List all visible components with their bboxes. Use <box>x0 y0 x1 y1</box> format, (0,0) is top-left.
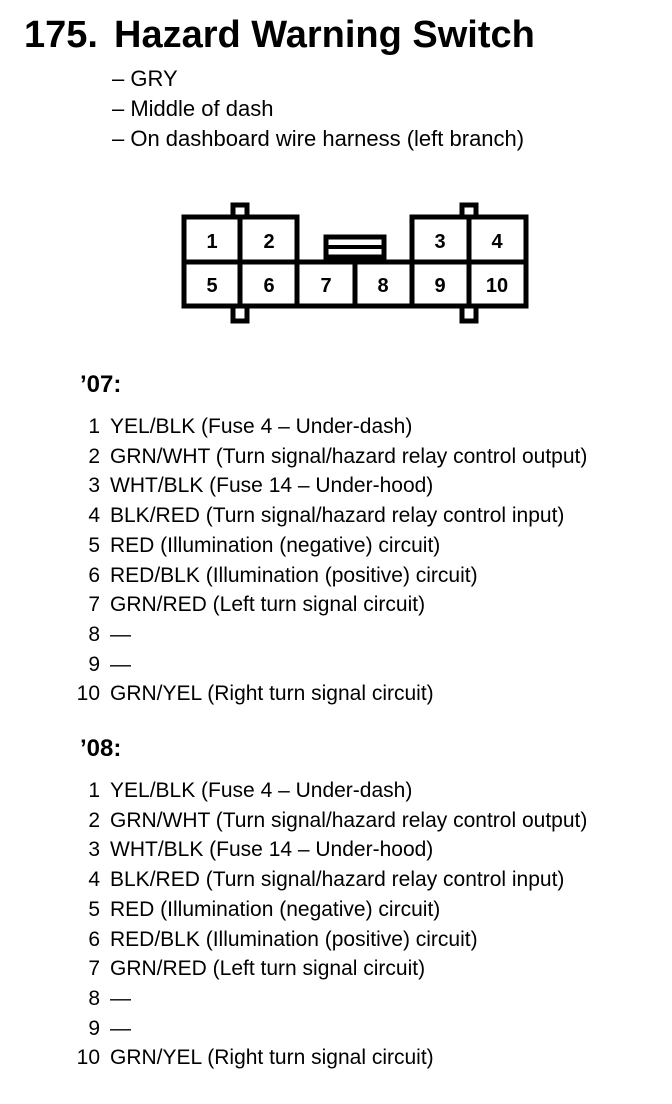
pin-label: 5 <box>206 275 218 297</box>
pin-description: RED/BLK (Illumination (positive) circuit) <box>110 563 478 587</box>
pin-row <box>60 412 660 442</box>
pin-description: GRN/WHT (Turn signal/hazard relay control output) <box>110 808 588 832</box>
page-title-number: 175. <box>24 14 98 56</box>
pin-row <box>60 835 660 865</box>
connector-color: – GRY <box>112 66 178 91</box>
connector-lock-tab <box>462 205 476 217</box>
section-heading: ’07: <box>80 371 122 398</box>
pin-description: — <box>110 986 131 1010</box>
connector-info <box>112 64 524 154</box>
pin-number: 8 <box>88 986 100 1010</box>
pin-row <box>60 501 660 531</box>
pin-row <box>60 925 660 955</box>
pin-description: GRN/RED (Left turn signal circuit) <box>110 593 426 617</box>
pin-number: 5 <box>88 897 100 921</box>
pin-number: 2 <box>88 444 100 468</box>
pin-row <box>60 1043 660 1073</box>
pin-label: 4 <box>491 231 503 253</box>
pin-label: 2 <box>263 231 275 253</box>
connector-face-svg <box>180 200 532 330</box>
connector-lock-tab <box>233 205 247 217</box>
pin-description: GRN/WHT (Turn signal/hazard relay control output) <box>110 444 588 468</box>
pin-row <box>60 561 660 591</box>
connector-harness: – On dashboard wire harness (left branch) <box>112 126 525 151</box>
pin-description: — <box>110 652 131 676</box>
pin-description: YEL/BLK (Fuse 4 – Under-dash) <box>110 779 413 802</box>
pin-row <box>60 590 660 620</box>
pin-number: 4 <box>88 504 100 528</box>
pin-description: GRN/YEL (Right turn signal circuit) <box>110 1046 434 1070</box>
pin-list <box>60 776 660 1073</box>
pin-description: WHT/BLK (Fuse 14 – Under-hood) <box>110 474 434 498</box>
pin-row <box>60 984 660 1014</box>
pin-list <box>60 412 660 709</box>
pin-row <box>60 806 660 836</box>
connector-lock-tab <box>233 306 247 321</box>
pin-row <box>60 1014 660 1044</box>
pin-number: 7 <box>88 957 100 981</box>
pin-number: 3 <box>88 474 100 498</box>
pin-label: 6 <box>263 275 275 297</box>
pin-label: 7 <box>320 275 332 297</box>
pin-number: 6 <box>88 927 100 951</box>
pin-number: 1 <box>88 779 100 802</box>
pin-label: 9 <box>434 275 446 297</box>
pin-description: RED (Illumination (negative) circuit) <box>110 897 441 921</box>
pin-row <box>60 865 660 895</box>
pin-description: BLK/RED (Turn signal/hazard relay control input) <box>110 504 565 528</box>
pin-row <box>60 679 660 709</box>
page-title-text: Hazard Warning Switch <box>114 14 535 56</box>
pin-number: 6 <box>88 563 100 587</box>
pin-number: 10 <box>76 1046 100 1070</box>
pin-number: 5 <box>88 533 100 557</box>
pin-description: GRN/RED (Left turn signal circuit) <box>110 957 426 981</box>
pin-number: 9 <box>88 652 100 676</box>
pin-number: 4 <box>88 868 100 892</box>
pin-description: BLK/RED (Turn signal/hazard relay control input) <box>110 868 565 892</box>
pin-description: — <box>110 622 131 646</box>
section-heading: ’08: <box>80 735 122 762</box>
pin-number: 10 <box>76 682 100 706</box>
pin-description: GRN/YEL (Right turn signal circuit) <box>110 682 434 706</box>
pin-row <box>60 620 660 650</box>
pin-row <box>60 442 660 472</box>
pin-row <box>60 895 660 925</box>
page-title <box>24 12 535 58</box>
pin-row <box>60 531 660 561</box>
pin-number: 2 <box>88 808 100 832</box>
pin-label: 1 <box>206 231 218 253</box>
pin-number: 3 <box>88 838 100 862</box>
pin-number: 8 <box>88 622 100 646</box>
connector-location: – Middle of dash <box>112 96 274 121</box>
pin-label: 3 <box>434 231 446 253</box>
pin-number: 9 <box>88 1016 100 1040</box>
pin-description: RED/BLK (Illumination (positive) circuit) <box>110 927 478 951</box>
pin-description: YEL/BLK (Fuse 4 – Under-dash) <box>110 415 413 438</box>
pin-row <box>60 954 660 984</box>
pin-row <box>60 471 660 501</box>
connector-diagram <box>180 200 532 330</box>
pin-description: WHT/BLK (Fuse 14 – Under-hood) <box>110 838 434 862</box>
pin-label: 10 <box>485 275 509 297</box>
pin-description: — <box>110 1016 131 1040</box>
pin-description: RED (Illumination (negative) circuit) <box>110 533 441 557</box>
pin-row <box>60 650 660 680</box>
pin-number: 1 <box>88 415 100 438</box>
connector-lock-tab <box>462 306 476 321</box>
pin-row <box>60 776 660 806</box>
pin-label: 8 <box>377 275 389 297</box>
pin-number: 7 <box>88 593 100 617</box>
